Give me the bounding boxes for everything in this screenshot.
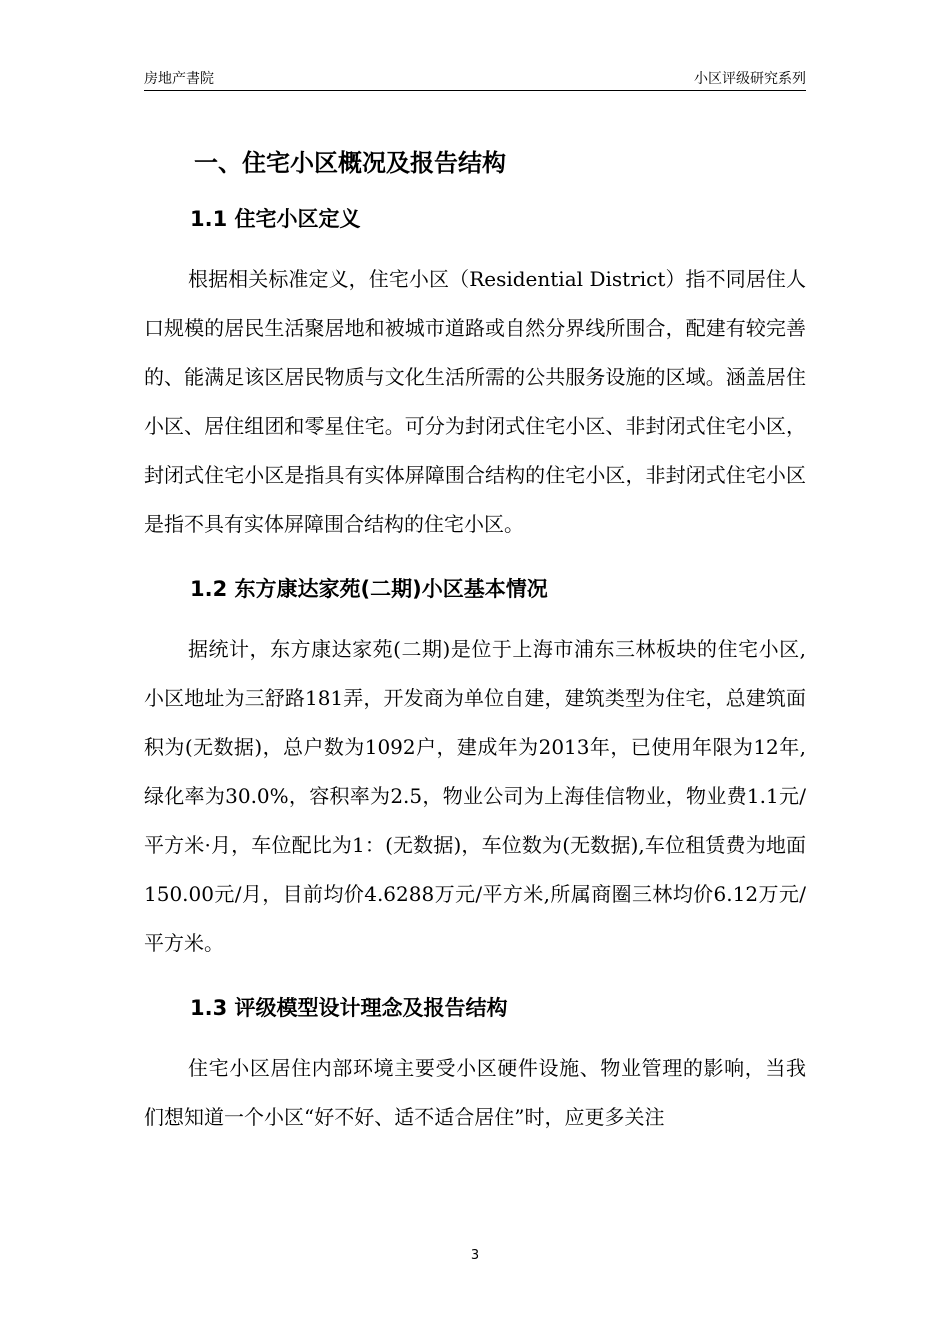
subsection-1-title: 1.1 住宅小区定义 — [190, 207, 361, 231]
subsection-3-paragraph: 住宅小区居住内部环境主要受小区硬件设施、物业管理的影响，当我们想知道一个小区“好不好、适不适合居住”时，应更多关注 — [144, 1056, 806, 1129]
section-title: 一、住宅小区概况及报告结构 — [194, 149, 506, 177]
subsection-1-paragraph: 根据相关标准定义，住宅小区（Residential District）指不同居住人口规模的居民生活聚居地和被城市道路或自然分界线所围合，配建有较完善的、能满足该区居民物质与文化生活所需的公共服务设施的区域。涵盖居住小区、居住组团和零星住宅。可分为封闭式住宅小区、非封闭式住宅小区，封闭式住宅小区是指具有实体屏障围合结构的住宅小区，非封闭式住宅小区是指不具有实体屏障围合结构的住宅小区。 — [144, 267, 806, 536]
subsection-3-title: 1.3 评级模型设计理念及报告结构 — [190, 996, 508, 1020]
subsection-2-paragraph: 据统计，东方康达家苑(二期)是位于上海市浦东三林板块的住宅小区,小区地址为三舒路181弄，开发商为单位自建，建筑类型为住宅，总建筑面积为(无数据)，总户数为1092户，建成年为2013年，已使用年限为12年,绿化率为30.0%，容积率为2.5，物业公司为上海佳信物业，物业费1.1元/平方米·月，车位配比为1：(无数据)，车位数为(无数据),车位租赁费为地面150.00元/月，目前均价4.6288万元/平方米,所属商圈三林均价6.12万元/平方米。 — [144, 637, 806, 955]
document-body — [144, 143, 806, 1142]
subsection-2-title: 1.2 东方康达家苑(二期)小区基本情况 — [190, 577, 548, 601]
header-publisher: 房地产書院 — [144, 71, 214, 87]
page-number: 3 — [470, 1248, 480, 1263]
page-header — [144, 64, 806, 91]
header-series-title: 小区评级研究系列 — [694, 71, 806, 87]
